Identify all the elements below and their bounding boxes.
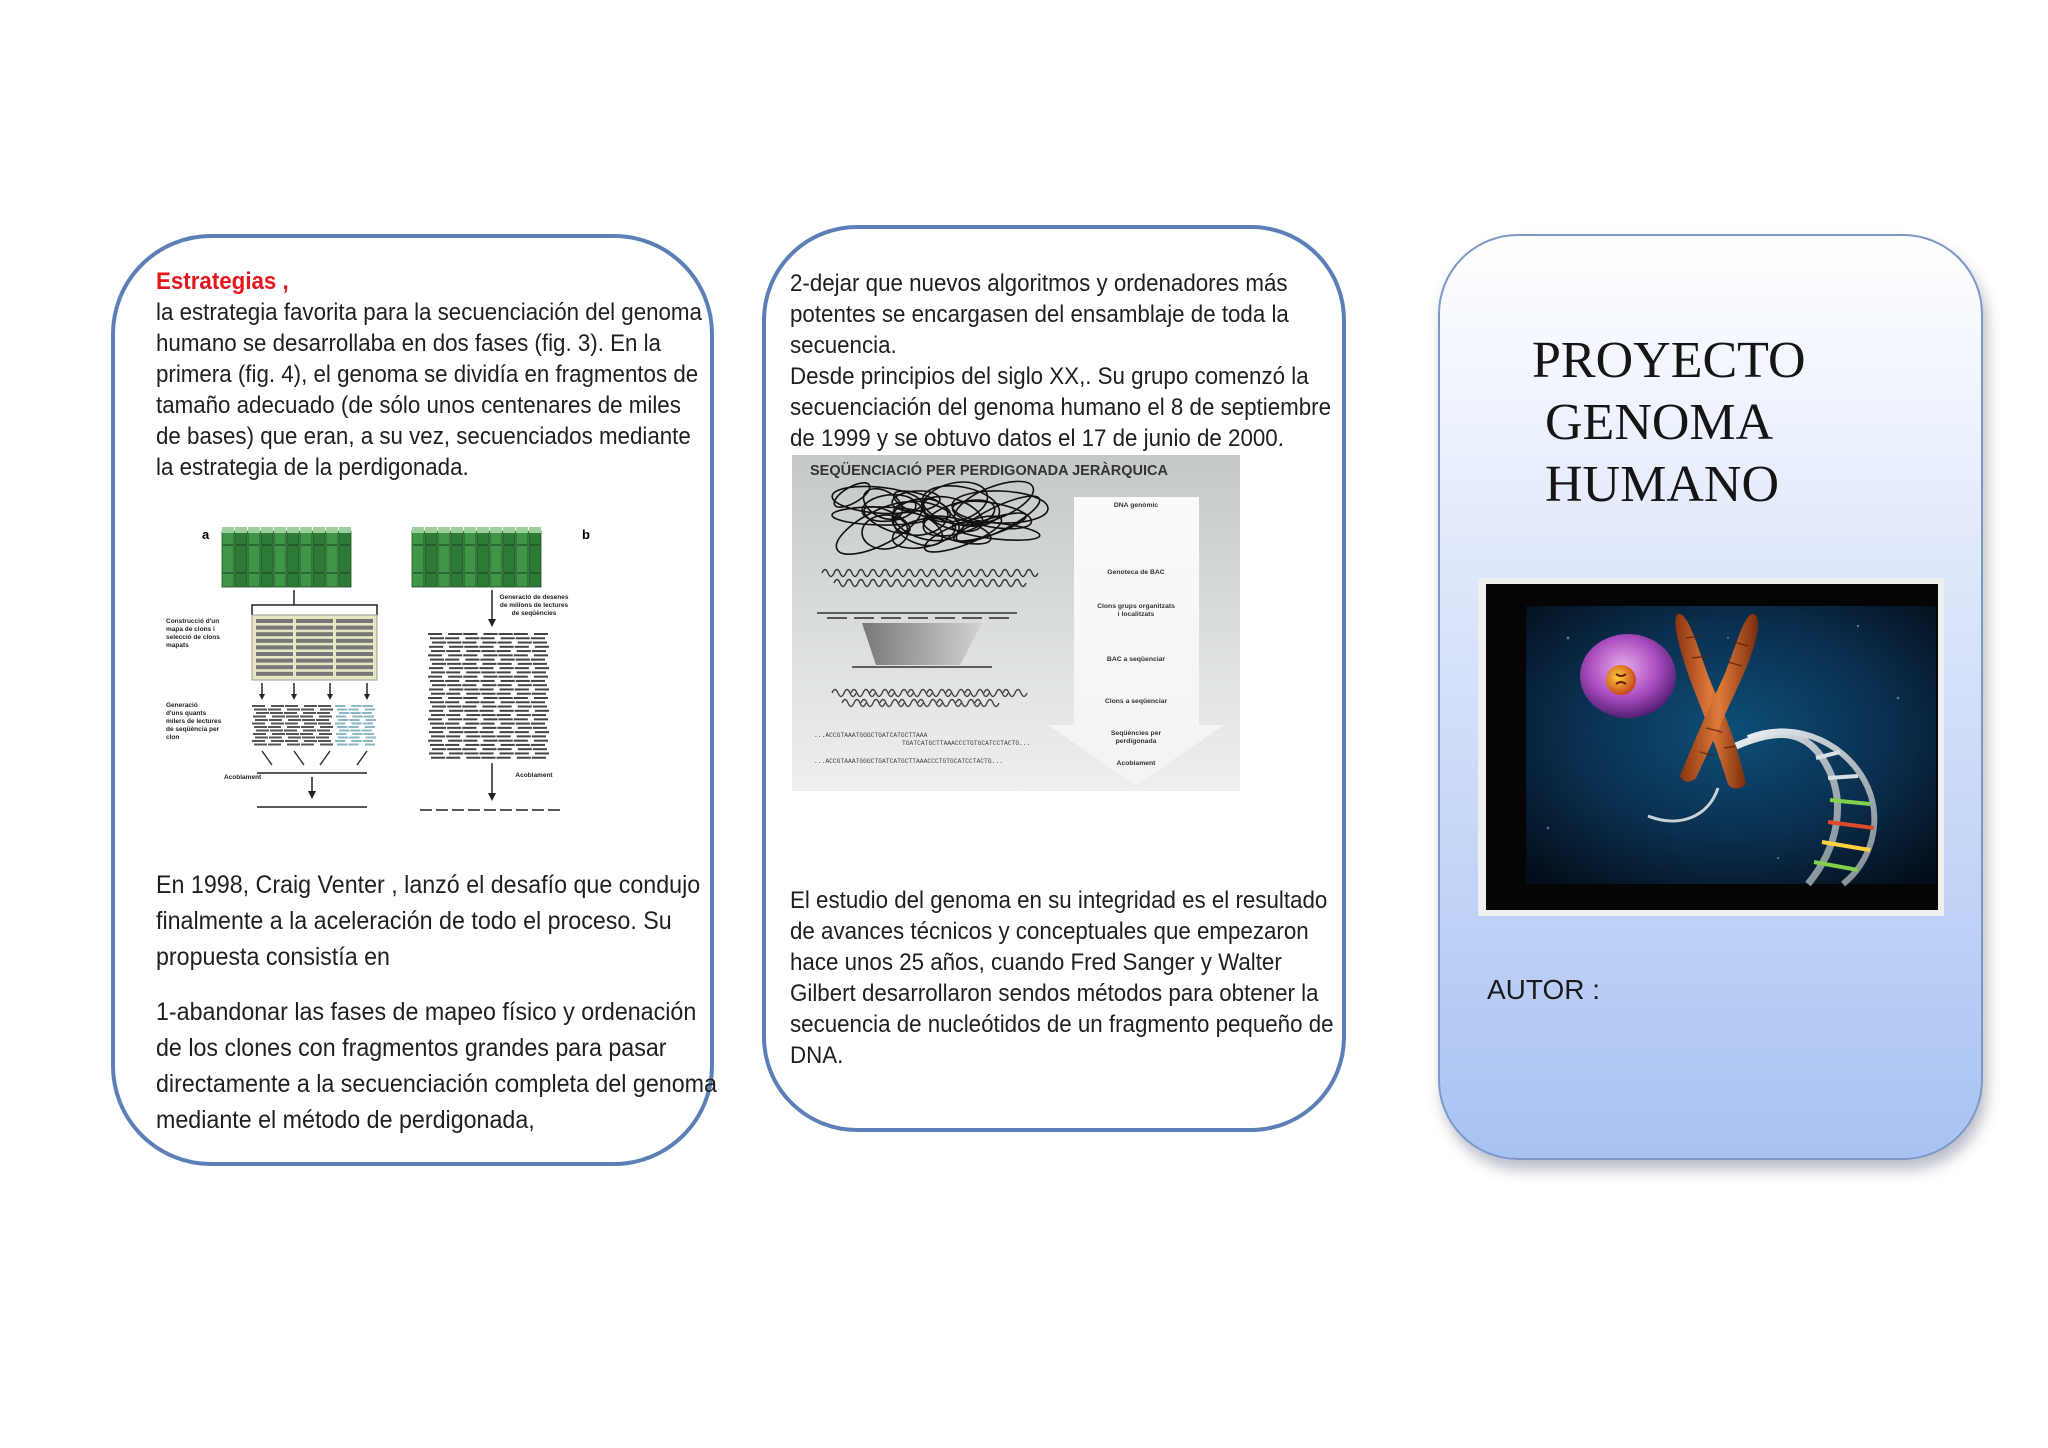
- assembly-lines-left: [257, 773, 367, 807]
- step-organized-clones: Clons grups organitzats i localitzats: [1097, 603, 1175, 618]
- step-assembly: Acoblament: [1116, 760, 1156, 767]
- sequence-line-2: ...ACCGTAAATGGGCTGATCATGCTTAAACCCTGTGCATCCTACTG...: [814, 758, 1003, 765]
- note-reads-per-clone: Generació d'uns quants milers de lectures de seqüència per clon: [166, 702, 222, 741]
- chromosome-dna-image: [1478, 578, 1944, 916]
- hierarchical-shotgun-figure: [792, 455, 1240, 791]
- reads-cluster-right: [428, 633, 549, 759]
- figure-label-b: b: [582, 527, 590, 542]
- clone-map-grid: [256, 619, 373, 676]
- title-line-2: GENOMA: [1545, 394, 1774, 451]
- sequence-line-1b: TGATCATGCTTAAACCCTGTGCATCCTACTG...: [902, 740, 1031, 747]
- figure-label-a: a: [202, 527, 210, 542]
- shotgun-strategy-figure: [162, 515, 602, 820]
- step-bac-to-sequence: BAC a seqüenciar: [1106, 656, 1166, 663]
- strategies-heading: Estrategias ,: [156, 268, 289, 295]
- step-bac-library: Genoteca de BAC: [1107, 569, 1165, 576]
- assembly-label-left: Acoblament: [224, 774, 262, 781]
- step-genomic-dna: DNA genòmic: [1113, 502, 1159, 509]
- title-line-3: HUMANO: [1545, 456, 1779, 513]
- figure-title: SEQÜENCIACIÓ PER PERDIGONADA JERÀRQUICA: [810, 463, 1168, 479]
- book-row-b: [412, 527, 541, 587]
- venter-paragraph: En 1998, Craig Venter , lanzó el desafío que condujo finalmente a la aceleración de todo el proceso. Su propuesta consistía en: [156, 871, 701, 971]
- author-label: AUTOR :: [1487, 974, 1601, 1005]
- algorithms-paragraph: 2-dejar que nuevos algoritmos y ordenadores más potentes se encargasen del ensamblaje de toda la secuencia. Desde principios del siglo XX,. Su grupo comenzó la secuenciación del genoma humano el 8 de septiembre de 1999 y se obtuvo datos el 17 de junio de 2000.: [790, 270, 1331, 452]
- note-clone-map: Construcció d'un mapa de clons i selecció de clons mapats: [166, 618, 220, 649]
- proposal-step-1: 1-abandonar las fases de mapeo físico y ordenación de los clones con fragmentos grandes para pasar directamente a la secuenciación completa del genoma mediante el método de perdigonada,: [156, 998, 717, 1134]
- assembly-label-right: Acoblament: [515, 772, 553, 779]
- step-shotgun-sequences: Seqüències per perdigonada: [1110, 730, 1162, 745]
- genome-study-paragraph: El estudio del genoma en su integridad es el resultado de avances técnicos y conceptuales que empezaron hace unos 25 años, cuando Fred Sanger y Walter Gilbert desarrollaron sendos métodos para obtener la secuencia de nucleótidos de un fragmento pequeño de DNA.: [790, 887, 1334, 1069]
- book-row-a: [222, 527, 351, 587]
- sequence-line-1: ...ACCGTAAATGGGCTGATCATGCTTAAA: [814, 732, 928, 739]
- step-clones-to-sequence: Clons a seqüenciar: [1104, 698, 1168, 705]
- title-line-1: PROYECTO: [1532, 332, 1806, 389]
- strategy-paragraph: la estrategia favorita para la secuenciación del genoma humano se desarrollaba en dos fases (fig. 3). En la primera (fig. 4), el genoma se dividía en fragmentos de tamaño adecuado (de sólo unos centenares de miles de bases) que eran, a su vez, secuenciados mediante la estrategia de la perdigonada.: [156, 299, 702, 481]
- note-millions-reads: Generació de desenes de milions de lectures de seqüències: [499, 594, 569, 617]
- reads-cluster-left: [252, 705, 376, 746]
